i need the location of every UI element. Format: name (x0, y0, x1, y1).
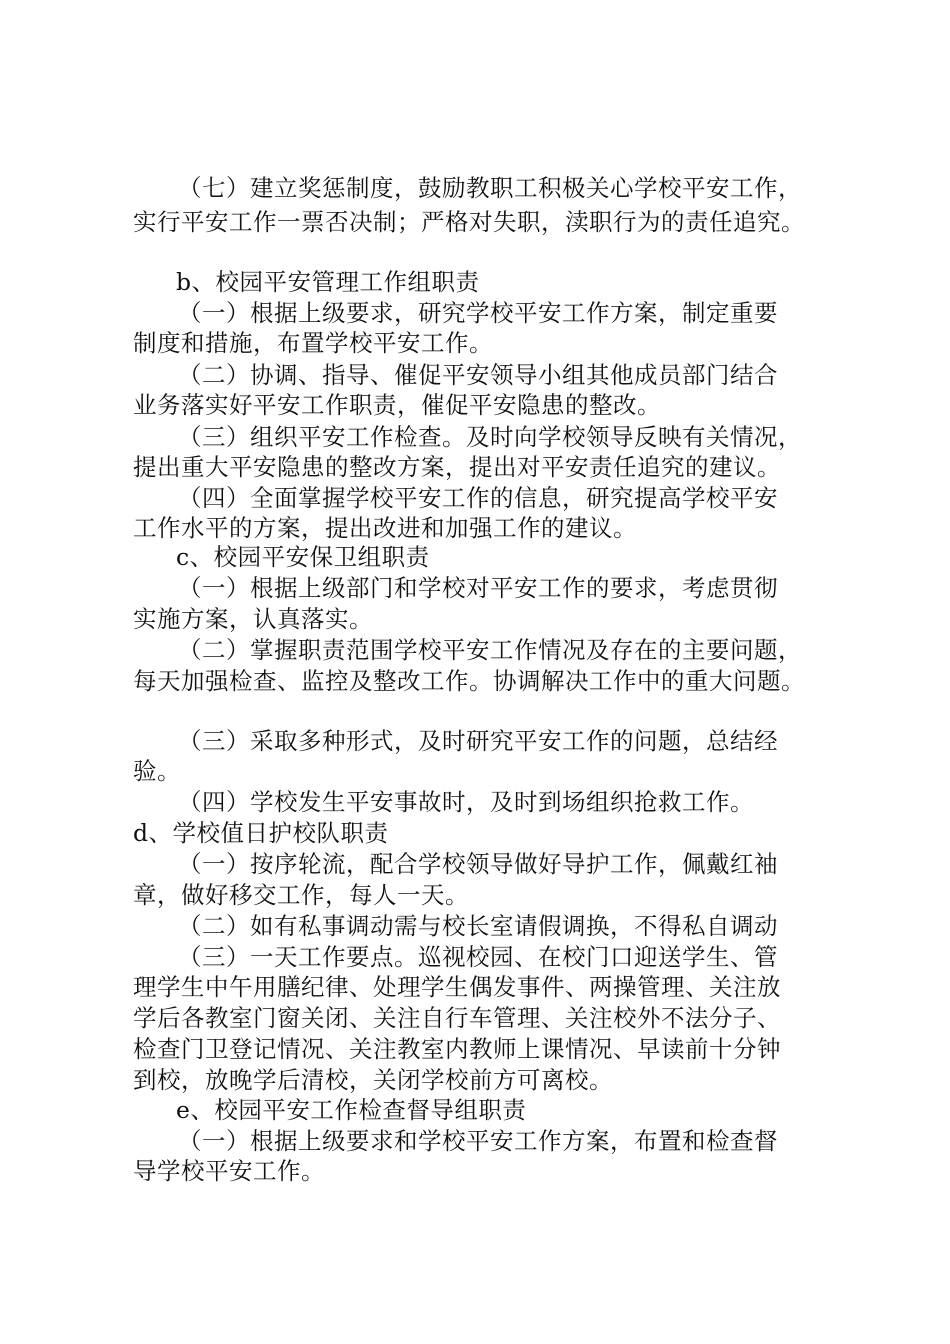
section-b-item-4-line-2: 工作水平的方案，提出改进和加强工作的建议。 (133, 514, 637, 542)
section-c-item-2-line-2: 每天加强检查、监控及整改工作。协调解决工作中的重大问题。 (133, 667, 805, 695)
section-d-heading: d、学校值日护校队职责 (133, 819, 389, 847)
section-d-item-3-line-3: 学后各教室门窗关闭、关注自行车管理、关注校外不法分子、 (133, 1004, 781, 1032)
section-c-item-1-line-1: （一）根据上级部门和学校对平安工作的要求，考虑贯彻 (178, 574, 778, 602)
section-b-heading: b、校园平安管理工作组职责 (176, 268, 480, 296)
paragraph-7-line-1: （七）建立奖惩制度，鼓励教职工积极关心学校平安工作， (178, 174, 802, 202)
section-b-item-2-line-1: （二）协调、指导、催促平安领导小组其他成员部门结合 (178, 361, 778, 389)
section-c-item-4-line-1: （四）学校发生平安事故时，及时到场组织抢救工作。 (178, 788, 754, 816)
section-c-item-2-line-1: （二）掌握职责范围学校平安工作情况及存在的主要问题， (178, 636, 802, 664)
section-b-item-1-line-1: （一）根据上级要求，研究学校平安工作方案，制定重要 (178, 299, 778, 327)
section-d-item-1-line-2: 章，做好移交工作，每人一天。 (133, 881, 469, 909)
section-e-heading: e、校园平安工作检查督导组职责 (176, 1096, 527, 1124)
section-d-item-3-line-2: 理学生中午用膳纪律、处理学生偶发事件、两操管理、关注放 (133, 973, 781, 1001)
section-b-item-4-line-1: （四）全面掌握学校平安工作的信息，研究提高学校平安 (178, 484, 778, 512)
section-c-heading: c、校园平安保卫组职责 (176, 543, 430, 571)
section-d-item-2-line-1: （二）如有私事调动需与校长室请假调换，不得私自调动 (178, 912, 778, 940)
section-d-item-1-line-1: （一）按序轮流，配合学校领导做好导护工作，佩戴红袖 (178, 850, 778, 878)
section-d-item-3-line-1: （三）一天工作要点。巡视校园、在校门口迎送学生、管 (178, 943, 778, 971)
section-e-item-1-line-1: （一）根据上级要求和学校平安工作方案，布置和检查督 (178, 1127, 778, 1155)
section-d-item-3-line-4: 检查门卫登记情况、关注教室内教师上课情况、早读前十分钟 (133, 1035, 781, 1063)
section-d-item-3-line-5: 到校，放晚学后清校，关闭学校前方可离校。 (133, 1066, 613, 1094)
section-e-item-1-line-2: 导学校平安工作。 (133, 1157, 325, 1185)
section-c-item-1-line-2: 实施方案，认真落实。 (133, 605, 373, 633)
section-b-item-2-line-2: 业务落实好平安工作职责，催促平安隐患的整改。 (133, 391, 661, 419)
paragraph-7-line-2: 实行平安工作一票否决制；严格对失职，渎职行为的责任追究。 (133, 208, 805, 236)
section-b-item-1-line-2: 制度和措施，布置学校平安工作。 (133, 329, 493, 357)
section-b-item-3-line-2: 提出重大平安隐患的整改方案，提出对平安责任追究的建议。 (133, 453, 781, 481)
section-c-item-3-line-1: （三）采取多种形式，及时研究平安工作的问题，总结经 (178, 727, 778, 755)
section-b-item-3-line-1: （三）组织平安工作检查。及时向学校领导反映有关情况， (178, 423, 802, 451)
section-c-item-3-line-2: 验。 (133, 757, 181, 785)
